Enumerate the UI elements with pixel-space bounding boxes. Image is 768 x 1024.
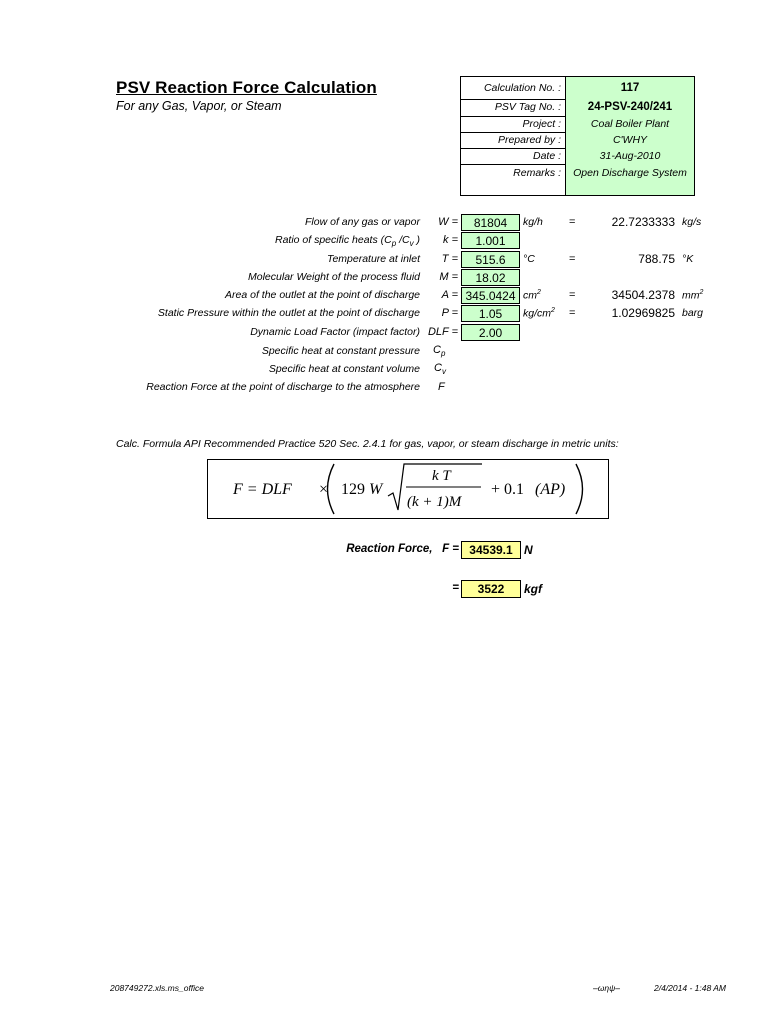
formula-w: W bbox=[369, 481, 383, 498]
reaction-force-newton-unit: N bbox=[524, 543, 533, 557]
info-box bbox=[460, 76, 695, 196]
info-row-psv-tag bbox=[461, 99, 694, 117]
cp-symbol: $C_p$ bbox=[433, 344, 446, 359]
area-converted: 34504.2378 bbox=[611, 288, 675, 302]
reaction-force-label: Reaction Force at the point of discharge to the atmosphere bbox=[146, 381, 420, 393]
cv-label: Specific heat at constant volume bbox=[268, 363, 420, 375]
page-subtitle: For any Gas, Vapor, or Steam bbox=[116, 99, 282, 113]
formula-coef: 129 bbox=[341, 481, 365, 498]
temperature-converted: 788.75 bbox=[638, 252, 675, 266]
cp-label: Specific heat at constant pressure bbox=[261, 345, 420, 357]
dlf-label: Dynamic Load Factor (impact factor) bbox=[250, 326, 420, 338]
reaction-force-newton: 34539.1 bbox=[461, 541, 521, 559]
page-title: PSV Reaction Force Calculation bbox=[116, 78, 377, 97]
result-equals: = bbox=[452, 582, 459, 594]
project-field[interactable]: Coal Boiler Plant bbox=[565, 116, 694, 132]
pressure-label: Static Pressure within the outlet at the point of discharge bbox=[157, 307, 420, 319]
flow-converted-unit: kg/s bbox=[682, 216, 702, 228]
temperature-converted-unit: °K bbox=[682, 253, 694, 265]
formula-lhs: F = DLF bbox=[233, 481, 292, 498]
pressure-symbol: P = bbox=[441, 307, 458, 319]
dlf-symbol: DLF = bbox=[427, 326, 458, 338]
ratio-label: Ratio of specific heats ($C_p$ $/C_v$ ) bbox=[274, 234, 420, 249]
pressure-unit: $kg/cm^2$ bbox=[523, 307, 555, 320]
info-label: Prepared by : bbox=[497, 134, 561, 146]
footer-date: 2/4/2014 - 1:48 AM bbox=[654, 983, 726, 993]
area-unit: $cm^2$ bbox=[523, 289, 541, 302]
info-label: PSV Tag No. : bbox=[494, 101, 561, 113]
info-row-date bbox=[461, 148, 694, 165]
pressure-input[interactable]: 1.05 bbox=[461, 305, 520, 322]
formula-box bbox=[207, 459, 609, 519]
info-label: Project : bbox=[522, 118, 561, 130]
flow-label: Flow of any gas or vapor bbox=[305, 216, 420, 228]
date-field[interactable]: 31-Aug-2010 bbox=[565, 148, 694, 164]
temperature-equals: = bbox=[569, 253, 576, 265]
flow-converted: 22.7233333 bbox=[611, 215, 675, 229]
reaction-force-kgf-unit: kgf bbox=[524, 582, 542, 596]
formula-denominator: (k + 1)M bbox=[407, 494, 462, 510]
flow-unit: kg/h bbox=[523, 216, 543, 228]
reaction-force-symbol: F bbox=[438, 381, 445, 393]
formula-times: × bbox=[319, 481, 329, 498]
flow-equals: = bbox=[569, 216, 576, 228]
temperature-input[interactable]: 515.6 bbox=[461, 251, 520, 268]
info-label: Remarks : bbox=[513, 167, 561, 179]
formula-svg bbox=[208, 460, 608, 518]
result-label: Reaction Force, F = bbox=[346, 543, 459, 555]
ratio-input[interactable]: 1.001 bbox=[461, 232, 520, 249]
info-row-calc-no bbox=[461, 77, 694, 100]
temperature-label: Temperature at inlet bbox=[327, 253, 420, 265]
molecular-weight-label: Molecular Weight of the process fluid bbox=[248, 271, 420, 283]
area-equals: = bbox=[569, 289, 576, 301]
info-label: Date : bbox=[532, 150, 561, 162]
prepared-by-field[interactable]: C'WHY bbox=[565, 132, 694, 148]
temperature-unit: °C bbox=[523, 253, 535, 265]
formula-right-paren bbox=[576, 464, 583, 514]
area-input[interactable]: 345.0424 bbox=[461, 287, 520, 304]
calc-no-field[interactable]: 117 bbox=[565, 77, 694, 99]
formula-plus: + 0.1 bbox=[491, 481, 525, 498]
footer-mark: –ωηψ– bbox=[593, 983, 620, 993]
formula-numerator: k T bbox=[432, 468, 451, 484]
ratio-symbol: k = bbox=[443, 234, 458, 246]
formula-left-paren bbox=[328, 464, 335, 514]
psv-tag-field[interactable]: 24-PSV-240/241 bbox=[565, 99, 694, 116]
dlf-input[interactable]: 2.00 bbox=[461, 324, 520, 341]
footer-filename: 208749272.xls.ms_office bbox=[110, 983, 205, 993]
reaction-force-kgf: 3522 bbox=[461, 580, 521, 598]
formula-ap: (AP) bbox=[535, 481, 566, 498]
molecular-weight-symbol: M = bbox=[439, 271, 458, 283]
pressure-converted-unit: barg bbox=[682, 307, 704, 319]
area-label: Area of the outlet at the point of discharge bbox=[225, 289, 420, 301]
flow-input[interactable]: 81804 bbox=[461, 214, 520, 231]
pressure-equals: = bbox=[569, 307, 576, 319]
info-label: Calculation No. : bbox=[483, 82, 561, 94]
molecular-weight-input[interactable]: 18.02 bbox=[461, 269, 520, 286]
temperature-symbol: T = bbox=[441, 253, 458, 265]
info-row-remarks bbox=[461, 164, 694, 195]
remarks-field[interactable]: Open Discharge System bbox=[565, 164, 694, 195]
flow-symbol: W = bbox=[438, 216, 458, 228]
info-row-project bbox=[461, 116, 694, 133]
formula-note: Calc. Formula API Recommended Practice 520 Sec. 2.4.1 for gas, vapor, or steam discharge in metric units: bbox=[116, 438, 619, 450]
pressure-converted: 1.02969825 bbox=[611, 306, 675, 320]
info-row-prepared-by bbox=[461, 132, 694, 149]
area-symbol: A = bbox=[441, 289, 458, 301]
cv-symbol: $C_v$ bbox=[434, 362, 446, 377]
area-converted-unit: $mm^2$ bbox=[682, 289, 704, 302]
